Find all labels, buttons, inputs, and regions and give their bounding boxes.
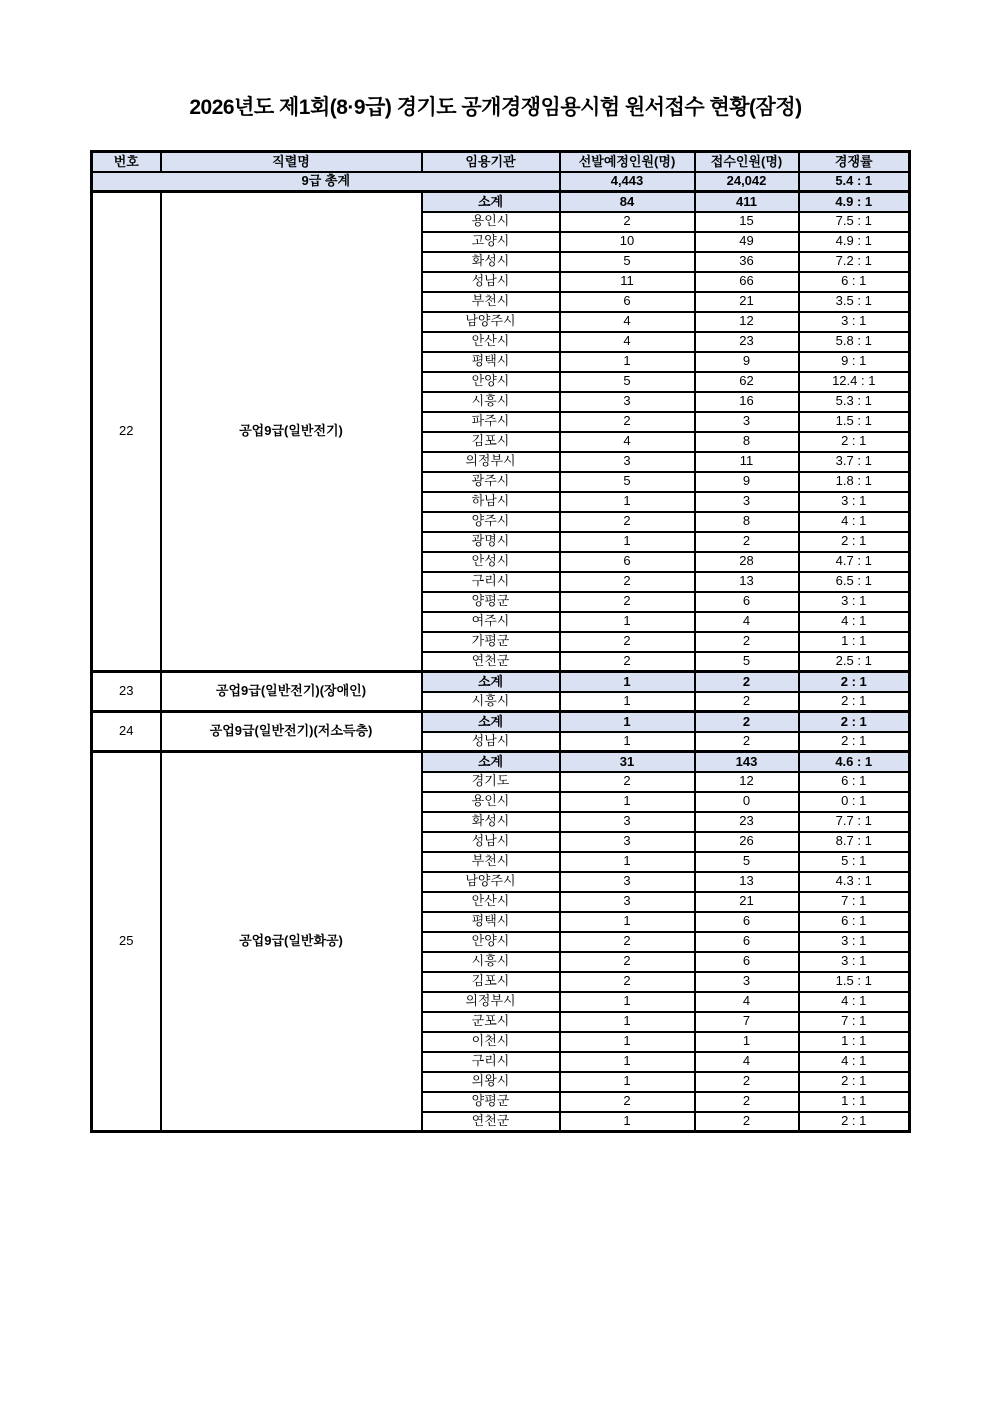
planned-cell: 5 <box>560 472 695 492</box>
applicants-cell: 5 <box>695 852 799 872</box>
applicants-cell: 143 <box>695 752 799 772</box>
planned-cell: 2 <box>560 972 695 992</box>
agency-cell: 소계 <box>422 712 560 732</box>
planned-cell: 1 <box>560 672 695 692</box>
applicants-cell: 5 <box>695 652 799 672</box>
agency-cell: 의정부시 <box>422 992 560 1012</box>
planned-cell: 1 <box>560 1052 695 1072</box>
col-header-applicants: 접수인원(명) <box>695 152 799 172</box>
ratio-cell: 6.5 : 1 <box>799 572 910 592</box>
planned-cell: 1 <box>560 792 695 812</box>
agency-cell: 평택시 <box>422 352 560 372</box>
ratio-cell: 2 : 1 <box>799 1112 910 1132</box>
applicants-cell: 49 <box>695 232 799 252</box>
ratio-cell: 6 : 1 <box>799 772 910 792</box>
planned-cell: 2 <box>560 512 695 532</box>
grand-total-row <box>92 172 910 192</box>
applicants-cell: 16 <box>695 392 799 412</box>
ratio-cell: 3.7 : 1 <box>799 452 910 472</box>
planned-cell: 1 <box>560 1032 695 1052</box>
planned-cell: 1 <box>560 992 695 1012</box>
ratio-cell: 1 : 1 <box>799 632 910 652</box>
agency-cell: 안산시 <box>422 892 560 912</box>
ratio-cell: 6 : 1 <box>799 272 910 292</box>
applicants-cell: 36 <box>695 252 799 272</box>
planned-cell: 2 <box>560 932 695 952</box>
ratio-cell: 4.7 : 1 <box>799 552 910 572</box>
agency-cell: 용인시 <box>422 212 560 232</box>
planned-cell: 4 <box>560 432 695 452</box>
agency-cell: 부천시 <box>422 292 560 312</box>
applicants-cell: 13 <box>695 872 799 892</box>
agency-cell: 용인시 <box>422 792 560 812</box>
ratio-cell: 3 : 1 <box>799 312 910 332</box>
agency-cell: 김포시 <box>422 432 560 452</box>
agency-cell: 안산시 <box>422 332 560 352</box>
applicants-cell: 2 <box>695 712 799 732</box>
applicants-cell: 62 <box>695 372 799 392</box>
applicants-cell: 66 <box>695 272 799 292</box>
agency-cell: 양평군 <box>422 592 560 612</box>
ratio-cell: 2 : 1 <box>799 1072 910 1092</box>
agency-cell: 양평군 <box>422 1092 560 1112</box>
applicants-cell: 3 <box>695 412 799 432</box>
agency-cell: 의왕시 <box>422 1072 560 1092</box>
grand-total-applicants: 24,042 <box>695 172 799 192</box>
col-header-no: 번호 <box>92 152 161 172</box>
table-header <box>92 152 910 172</box>
ratio-cell: 3 : 1 <box>799 592 910 612</box>
agency-cell: 성남시 <box>422 272 560 292</box>
planned-cell: 1 <box>560 712 695 732</box>
ratio-cell: 4 : 1 <box>799 512 910 532</box>
ratio-cell: 7.7 : 1 <box>799 812 910 832</box>
ratio-cell: 4 : 1 <box>799 612 910 632</box>
agency-cell: 경기도 <box>422 772 560 792</box>
applicants-cell: 21 <box>695 892 799 912</box>
applicants-cell: 26 <box>695 832 799 852</box>
applicants-cell: 23 <box>695 332 799 352</box>
planned-cell: 3 <box>560 392 695 412</box>
ratio-cell: 9 : 1 <box>799 352 910 372</box>
applicants-cell: 12 <box>695 772 799 792</box>
planned-cell: 3 <box>560 872 695 892</box>
planned-cell: 3 <box>560 832 695 852</box>
ratio-cell: 0 : 1 <box>799 792 910 812</box>
agency-cell: 광명시 <box>422 532 560 552</box>
planned-cell: 84 <box>560 192 695 212</box>
applicants-cell: 9 <box>695 472 799 492</box>
col-header-ratio: 경쟁률 <box>799 152 910 172</box>
grand-total-label: 9급 총계 <box>92 172 560 192</box>
ratio-cell: 3 : 1 <box>799 952 910 972</box>
agency-cell: 양주시 <box>422 512 560 532</box>
applicants-cell: 0 <box>695 792 799 812</box>
planned-cell: 2 <box>560 772 695 792</box>
subtotal-row <box>92 752 910 772</box>
section-series-cell: 공업9급(일반전기) <box>161 192 422 672</box>
planned-cell: 6 <box>560 552 695 572</box>
planned-cell: 2 <box>560 212 695 232</box>
header-row <box>92 152 910 172</box>
planned-cell: 4 <box>560 312 695 332</box>
agency-cell: 안양시 <box>422 932 560 952</box>
ratio-cell: 2 : 1 <box>799 532 910 552</box>
ratio-cell: 8.7 : 1 <box>799 832 910 852</box>
applicants-cell: 7 <box>695 1012 799 1032</box>
ratio-cell: 1.5 : 1 <box>799 972 910 992</box>
planned-cell: 1 <box>560 612 695 632</box>
ratio-cell: 4.6 : 1 <box>799 752 910 772</box>
col-header-agency: 임용기관 <box>422 152 560 172</box>
applicants-cell: 28 <box>695 552 799 572</box>
applicants-cell: 2 <box>695 732 799 752</box>
ratio-cell: 1 : 1 <box>799 1092 910 1112</box>
ratio-cell: 5.3 : 1 <box>799 392 910 412</box>
applicants-cell: 3 <box>695 492 799 512</box>
section-series-cell: 공업9급(일반화공) <box>161 752 422 1132</box>
agency-cell: 시흥시 <box>422 392 560 412</box>
ratio-cell: 3 : 1 <box>799 492 910 512</box>
ratio-cell: 7.5 : 1 <box>799 212 910 232</box>
subtotal-row <box>92 712 910 732</box>
ratio-cell: 5.8 : 1 <box>799 332 910 352</box>
application-status-table <box>90 150 911 1133</box>
ratio-cell: 4 : 1 <box>799 1052 910 1072</box>
planned-cell: 1 <box>560 912 695 932</box>
agency-cell: 군포시 <box>422 1012 560 1032</box>
agency-cell: 의정부시 <box>422 452 560 472</box>
planned-cell: 1 <box>560 732 695 752</box>
applicants-cell: 6 <box>695 932 799 952</box>
applicants-cell: 4 <box>695 992 799 1012</box>
section-series-cell: 공업9급(일반전기)(장애인) <box>161 672 422 712</box>
agency-cell: 구리시 <box>422 572 560 592</box>
ratio-cell: 12.4 : 1 <box>799 372 910 392</box>
agency-cell: 남양주시 <box>422 312 560 332</box>
col-header-planned: 선발예정인원(명) <box>560 152 695 172</box>
ratio-cell: 2 : 1 <box>799 712 910 732</box>
table-body <box>92 172 910 1132</box>
agency-cell: 고양시 <box>422 232 560 252</box>
agency-cell: 여주시 <box>422 612 560 632</box>
planned-cell: 31 <box>560 752 695 772</box>
agency-cell: 가평군 <box>422 632 560 652</box>
planned-cell: 1 <box>560 492 695 512</box>
planned-cell: 2 <box>560 1092 695 1112</box>
applicants-cell: 1 <box>695 1032 799 1052</box>
ratio-cell: 4 : 1 <box>799 992 910 1012</box>
planned-cell: 3 <box>560 892 695 912</box>
applicants-cell: 12 <box>695 312 799 332</box>
applicants-cell: 11 <box>695 452 799 472</box>
agency-cell: 안성시 <box>422 552 560 572</box>
ratio-cell: 4.9 : 1 <box>799 192 910 212</box>
applicants-cell: 6 <box>695 912 799 932</box>
grand-total-ratio: 5.4 : 1 <box>799 172 910 192</box>
agency-cell: 안양시 <box>422 372 560 392</box>
agency-cell: 남양주시 <box>422 872 560 892</box>
planned-cell: 4 <box>560 332 695 352</box>
planned-cell: 2 <box>560 592 695 612</box>
applicants-cell: 411 <box>695 192 799 212</box>
grand-total-planned: 4,443 <box>560 172 695 192</box>
section-no-cell: 24 <box>92 712 161 752</box>
applicants-cell: 15 <box>695 212 799 232</box>
subtotal-row <box>92 192 910 212</box>
applicants-cell: 2 <box>695 1112 799 1132</box>
agency-cell: 소계 <box>422 192 560 212</box>
planned-cell: 5 <box>560 372 695 392</box>
ratio-cell: 4.3 : 1 <box>799 872 910 892</box>
applicants-cell: 23 <box>695 812 799 832</box>
planned-cell: 2 <box>560 412 695 432</box>
agency-cell: 광주시 <box>422 472 560 492</box>
agency-cell: 구리시 <box>422 1052 560 1072</box>
ratio-cell: 4.9 : 1 <box>799 232 910 252</box>
planned-cell: 1 <box>560 1012 695 1032</box>
ratio-cell: 1 : 1 <box>799 1032 910 1052</box>
applicants-cell: 8 <box>695 432 799 452</box>
agency-cell: 시흥시 <box>422 952 560 972</box>
page-title: 2026년도 제1회(8·9급) 경기도 공개경쟁임용시험 원서접수 현황(잠정) <box>189 96 802 119</box>
planned-cell: 1 <box>560 692 695 712</box>
planned-cell: 5 <box>560 252 695 272</box>
applicants-cell: 6 <box>695 592 799 612</box>
ratio-cell: 7 : 1 <box>799 1012 910 1032</box>
applicants-cell: 4 <box>695 612 799 632</box>
planned-cell: 11 <box>560 272 695 292</box>
ratio-cell: 7 : 1 <box>799 892 910 912</box>
ratio-cell: 6 : 1 <box>799 912 910 932</box>
planned-cell: 2 <box>560 652 695 672</box>
agency-cell: 소계 <box>422 672 560 692</box>
applicants-cell: 13 <box>695 572 799 592</box>
section-no-cell: 22 <box>92 192 161 672</box>
agency-cell: 연천군 <box>422 1112 560 1132</box>
section-series-cell: 공업9급(일반전기)(저소득층) <box>161 712 422 752</box>
ratio-cell: 2 : 1 <box>799 432 910 452</box>
subtotal-row <box>92 672 910 692</box>
ratio-cell: 1.5 : 1 <box>799 412 910 432</box>
section-no-cell: 25 <box>92 752 161 1132</box>
agency-cell: 김포시 <box>422 972 560 992</box>
col-header-series: 직렬명 <box>161 152 422 172</box>
agency-cell: 파주시 <box>422 412 560 432</box>
agency-cell: 연천군 <box>422 652 560 672</box>
agency-cell: 성남시 <box>422 732 560 752</box>
agency-cell: 부천시 <box>422 852 560 872</box>
applicants-cell: 21 <box>695 292 799 312</box>
ratio-cell: 2 : 1 <box>799 672 910 692</box>
planned-cell: 3 <box>560 452 695 472</box>
planned-cell: 1 <box>560 1072 695 1092</box>
ratio-cell: 2.5 : 1 <box>799 652 910 672</box>
ratio-cell: 3 : 1 <box>799 932 910 952</box>
ratio-cell: 3.5 : 1 <box>799 292 910 312</box>
applicants-cell: 2 <box>695 692 799 712</box>
ratio-cell: 1.8 : 1 <box>799 472 910 492</box>
applicants-cell: 2 <box>695 632 799 652</box>
applicants-cell: 2 <box>695 1072 799 1092</box>
planned-cell: 1 <box>560 1112 695 1132</box>
agency-cell: 시흥시 <box>422 692 560 712</box>
planned-cell: 2 <box>560 952 695 972</box>
planned-cell: 3 <box>560 812 695 832</box>
agency-cell: 화성시 <box>422 812 560 832</box>
planned-cell: 2 <box>560 572 695 592</box>
agency-cell: 이천시 <box>422 1032 560 1052</box>
ratio-cell: 5 : 1 <box>799 852 910 872</box>
agency-cell: 하남시 <box>422 492 560 512</box>
applicants-cell: 4 <box>695 1052 799 1072</box>
applicants-cell: 6 <box>695 952 799 972</box>
planned-cell: 2 <box>560 632 695 652</box>
applicants-cell: 2 <box>695 532 799 552</box>
applicants-cell: 2 <box>695 1092 799 1112</box>
planned-cell: 6 <box>560 292 695 312</box>
planned-cell: 1 <box>560 532 695 552</box>
applicants-cell: 8 <box>695 512 799 532</box>
agency-cell: 소계 <box>422 752 560 772</box>
planned-cell: 10 <box>560 232 695 252</box>
applicants-cell: 9 <box>695 352 799 372</box>
ratio-cell: 7.2 : 1 <box>799 252 910 272</box>
section-no-cell: 23 <box>92 672 161 712</box>
applicants-cell: 2 <box>695 672 799 692</box>
agency-cell: 성남시 <box>422 832 560 852</box>
ratio-cell: 2 : 1 <box>799 732 910 752</box>
planned-cell: 1 <box>560 852 695 872</box>
agency-cell: 화성시 <box>422 252 560 272</box>
applicants-cell: 3 <box>695 972 799 992</box>
planned-cell: 1 <box>560 352 695 372</box>
ratio-cell: 2 : 1 <box>799 692 910 712</box>
agency-cell: 평택시 <box>422 912 560 932</box>
